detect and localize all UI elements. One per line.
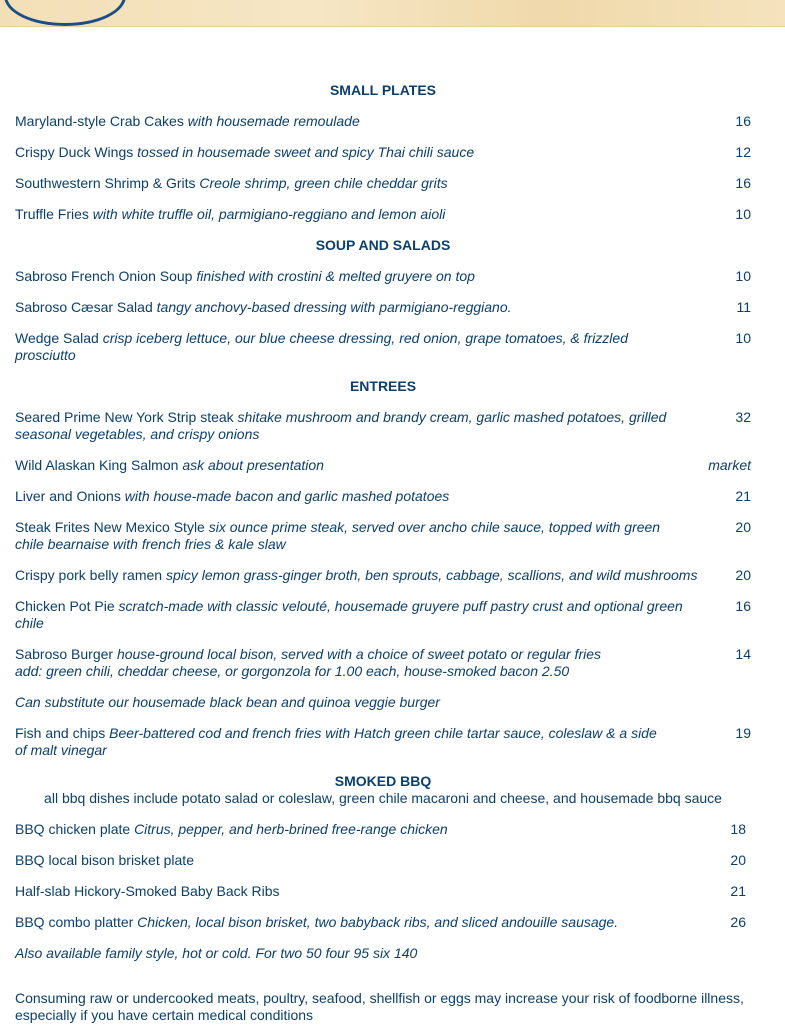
menu-item (15, 821, 751, 838)
item-name: BBQ combo platter (15, 914, 134, 930)
section-title-soup-salads: SOUP AND SALADS (315, 237, 451, 253)
item-price: 26 (730, 914, 746, 930)
item-price: 21 (735, 488, 751, 504)
item-price: 10 (735, 268, 751, 284)
menu-item (15, 519, 751, 553)
section-title-entrees: ENTREES (349, 378, 417, 394)
section-subtitle: all bbq dishes include potato salad or coleslaw, green chile macaroni and cheese, and housemade bbq sauce (44, 790, 722, 806)
item-description: finished with crostini & melted gruyere on top (196, 268, 475, 284)
item-price: 16 (735, 175, 751, 191)
menu-item (15, 598, 751, 632)
item-name: Maryland-style Crab Cakes (15, 113, 184, 129)
item-name: Wild Alaskan King Salmon (15, 457, 179, 473)
item-description: Beer-battered cod and french fries with Hatch green chile tartar sauce, coleslaw & a side of malt vinegar (15, 725, 657, 758)
item-price: 21 (730, 883, 746, 899)
menu-item (15, 299, 751, 316)
menu-item (15, 914, 751, 931)
menu-item (15, 175, 751, 192)
item-description: tangy anchovy-based dressing with parmigiano-reggiano. (156, 299, 512, 315)
item-description: crisp iceberg lettuce, our blue cheese dressing, red onion, grape tomatoes, & frizzled prosciutto (15, 330, 628, 363)
item-price: 12 (735, 144, 751, 160)
item-description: with house-made bacon and garlic mashed potatoes (124, 488, 450, 504)
health-disclaimer: Consuming raw or undercooked meats, poultry, seafood, shellfish or eggs may increase your risk of foodborne illness, especially if you have certain medical conditions (15, 990, 744, 1023)
item-price: 14 (735, 646, 751, 662)
item-name: Fish and chips (15, 725, 106, 741)
item-name: Seared Prime New York Strip steak (15, 409, 234, 425)
item-price: 18 (730, 821, 746, 837)
family-style-note: Also available family style, hot or cold. For two 50 four 95 six 140 (15, 945, 418, 961)
item-name: Half-slab Hickory-Smoked Baby Back Ribs (15, 883, 280, 899)
menu-item (15, 206, 751, 223)
menu-item (15, 409, 751, 443)
item-price: 20 (735, 567, 751, 583)
item-name: Sabroso Cæsar Salad (15, 299, 153, 315)
header-banner (0, 0, 785, 27)
menu-item (15, 725, 751, 759)
section-title-smoked-bbq: SMOKED BBQ (334, 773, 432, 789)
item-name: BBQ chicken plate (15, 821, 131, 837)
item-price: market (708, 457, 751, 473)
item-description: with housemade remoulade (187, 113, 360, 129)
menu-item (15, 488, 751, 505)
item-description: with white truffle oil, parmigiano-reggiano and lemon aioli (92, 206, 446, 222)
menu (15, 82, 751, 976)
item-description: Citrus, pepper, and herb-brined free-range chicken (134, 821, 448, 837)
item-name: Sabroso French Onion Soup (15, 268, 193, 284)
item-price: 20 (730, 852, 746, 868)
menu-item (15, 852, 751, 869)
item-price: 32 (735, 409, 751, 425)
item-price: 10 (735, 206, 751, 222)
item-description: shitake mushroom and brandy cream, garlic mashed potatoes, grilled seasonal vegetables, and crispy onions (15, 409, 667, 442)
item-description: six ounce prime steak, served over ancho chile sauce, topped with green chile bearnaise with french fries & kale slaw (15, 519, 661, 552)
menu-item (15, 883, 751, 900)
item-description: Chicken, local bison brisket, two babyback ribs, and sliced andouille sausage. (137, 914, 619, 930)
menu-item (15, 268, 751, 285)
item-description: tossed in housemade sweet and spicy Thai chili sauce (137, 144, 475, 160)
item-description: scratch-made with classic velouté, housemade gruyere puff pastry crust and optional green chile (15, 598, 683, 631)
item-name: Liver and Onions (15, 488, 121, 504)
item-description: house-ground local bison, served with a choice of sweet potato or regular fries (116, 646, 601, 662)
menu-item (15, 144, 751, 161)
item-description: ask about presentation (182, 457, 324, 473)
item-description: spicy lemon grass-ginger broth, ben sprouts, cabbage, scallions, and wild mushrooms (165, 567, 698, 583)
section-title-small-plates: SMALL PLATES (329, 82, 437, 98)
item-name: Steak Frites New Mexico Style (15, 519, 205, 535)
item-price: 10 (735, 330, 751, 346)
item-name: Truffle Fries (15, 206, 89, 222)
logo (4, 0, 126, 26)
menu-item (15, 113, 751, 130)
item-addons: add: green chili, cheddar cheese, or gorgonzola for 1.00 each, house-smoked bacon 2.50 (15, 663, 570, 679)
menu-item (15, 646, 751, 680)
item-description: Creole shrimp, green chile cheddar grits (199, 175, 448, 191)
item-name: Wedge Salad (15, 330, 99, 346)
menu-item (15, 457, 751, 474)
menu-item (15, 567, 751, 584)
substitution-note: Can substitute our housemade black bean and quinoa veggie burger (15, 694, 440, 710)
item-name: Crispy pork belly ramen (15, 567, 163, 583)
item-name: Chicken Pot Pie (15, 598, 115, 614)
item-name: Sabroso Burger (15, 646, 114, 662)
item-price: 16 (735, 113, 751, 129)
item-price: 16 (735, 598, 751, 614)
item-price: 20 (735, 519, 751, 535)
item-name: Crispy Duck Wings (15, 144, 134, 160)
item-name: BBQ local bison brisket plate (15, 852, 194, 868)
item-name: Southwestern Shrimp & Grits (15, 175, 196, 191)
item-price: 11 (736, 299, 751, 315)
item-price: 19 (735, 725, 751, 741)
menu-item (15, 330, 751, 364)
